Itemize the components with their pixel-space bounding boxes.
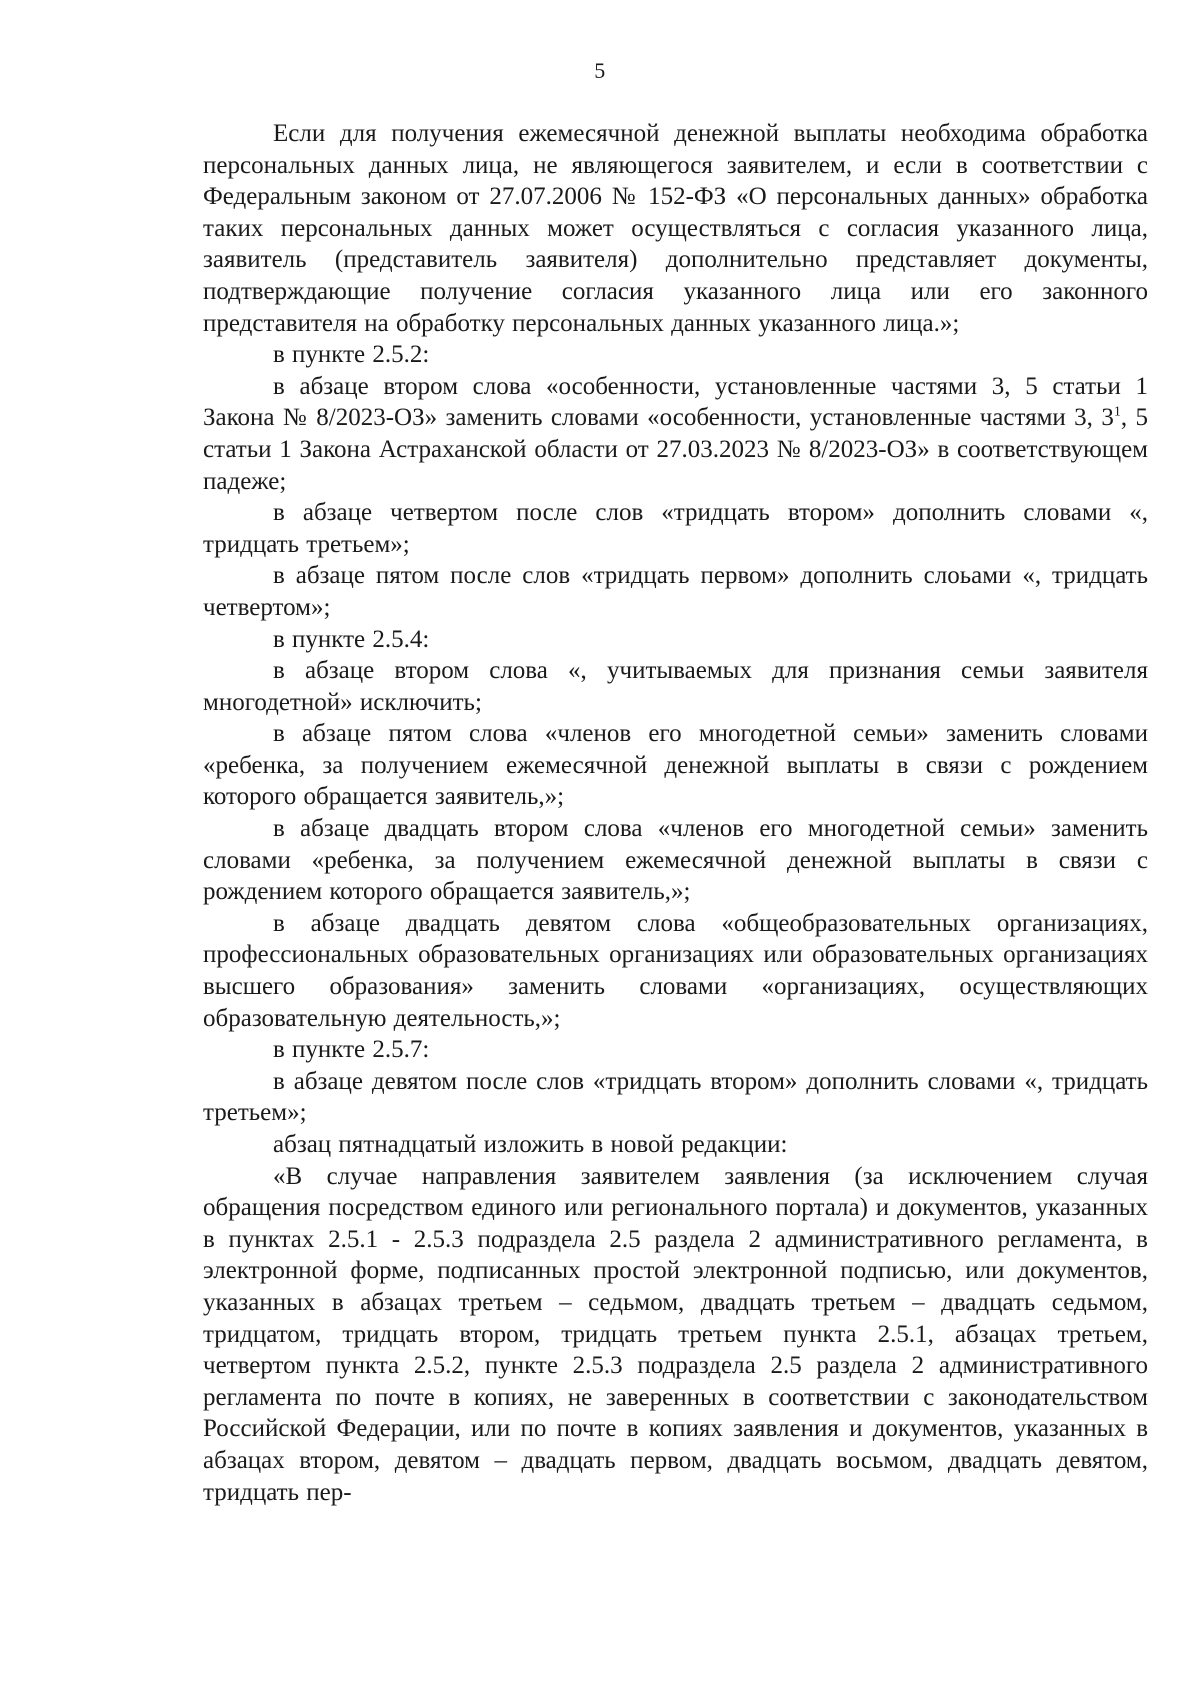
paragraph-new-redaction: «В случае направления заявителем заявления (за исключением случая обращения посредством единого или регионального портала) и документов, указанных в пунктах 2.5.1 - 2.5.3 подраздела 2.5 раздела 2 административного регламента, в электронной форме, подписанных простой электронной подписью, или документов, указанных в абзацах третьем – седьмом, двадцать третьем – двадцать седьмом, тридцатом, тридцать втором, тридцать третьем пункта 2.5.1, абзацах третьем, четвертом пункта 2.5.2, пункте 2.5.3 подраздела 2.5 раздела 2 административного регламента по почте в копиях, не заверенных в соответствии с законодательством Российской Федерации, или по почте в копиях заявления и документов, указанных в абзацах втором, девятом – двадцать первом, двадцать восьмом, двадцать девятом, тридцать пер- — [203, 1162, 1148, 1506]
paragraph-text-part: , 5 статьи 1 Закона Астраханской области от 27.03.2023 № 8/2023-ОЗ» в соответствующем падеже; — [203, 404, 1148, 495]
superscript-index: 1 — [1113, 405, 1121, 421]
paragraph-fifth-abzac: в абзаце пятом после слов «тридцать первом» дополнить слоьами «, тридцать четвертом»; — [203, 562, 1148, 621]
paragraph-item-2-5-2: в пункте 2.5.2: — [273, 341, 430, 369]
paragraph-fifth-abzac-2-5-4: в абзаце пятом слова «членов его многодетной семьи» заменить словами «ребенка, за получением ежемесячной денежной выплаты в связи с рождением которого обращается заявитель,»; — [203, 720, 1148, 811]
paragraph-text-part: в абзаце втором слова «особенности, установленные частями 3, 5 статьи 1 Закона № 8/2023-ОЗ» заменить словами «особенности, установленные частями 3, 3 — [203, 372, 1148, 432]
paragraph-second-abzac-2-5-2 — [203, 371, 1148, 497]
paragraph-second-abzac-2-5-4: в абзаце втором слова «, учитываемых для признания семьи заявителя многодетной» исключить; — [203, 657, 1148, 716]
paragraph-ninth-abzac-2-5-7: в абзаце девятом после слов «тридцать втором» дополнить словами «, тридцать третьем»; — [203, 1067, 1148, 1127]
document-body — [203, 118, 1148, 1508]
paragraph-personal-data-consent: Если для получения ежемесячной денежной выплаты необходима обработка персональных данных лица, не являющегося заявителем, и если в соответствии с Федеральным законом от 27.07.2006 № 152-ФЗ «О персональных данных» обработка таких персональных данных может осуществляться с согласия указанного лица, заявитель (представитель заявителя) дополнительно представляет документы, подтверждающие получение согласия указанного лица или его законного представителя на обработку персональных данных указанного лица.»; — [203, 120, 1148, 337]
paragraph-fifteenth-abzac-intro: абзац пятнадцатый изложить в новой редакции: — [273, 1131, 788, 1158]
page-number: 5 — [594, 58, 606, 83]
paragraph-twenty-ninth-abzac: в абзаце двадцать девятом слова «общеобразовательных организациях, профессиональных образовательных организациях или образовательных организациях высшего образования» заменить словами «организациях, осуществляющих образовательную деятельность,»; — [203, 909, 1148, 1032]
paragraph-item-2-5-4: в пункте 2.5.4: — [273, 625, 430, 653]
paragraph-fourth-abzac: в абзаце четвертом после слов «тридцать втором» дополнить словами «, тридцать третьем»; — [203, 499, 1148, 558]
paragraph-item-2-5-7: в пункте 2.5.7: — [273, 1036, 430, 1064]
paragraph-twenty-second-abzac: в абзаце двадцать втором слова «членов его многодетной семьи» заменить словами «ребенка, за получением ежемесячной денежной выплаты в связи с рождением которого обращается заявитель,»; — [203, 815, 1148, 906]
